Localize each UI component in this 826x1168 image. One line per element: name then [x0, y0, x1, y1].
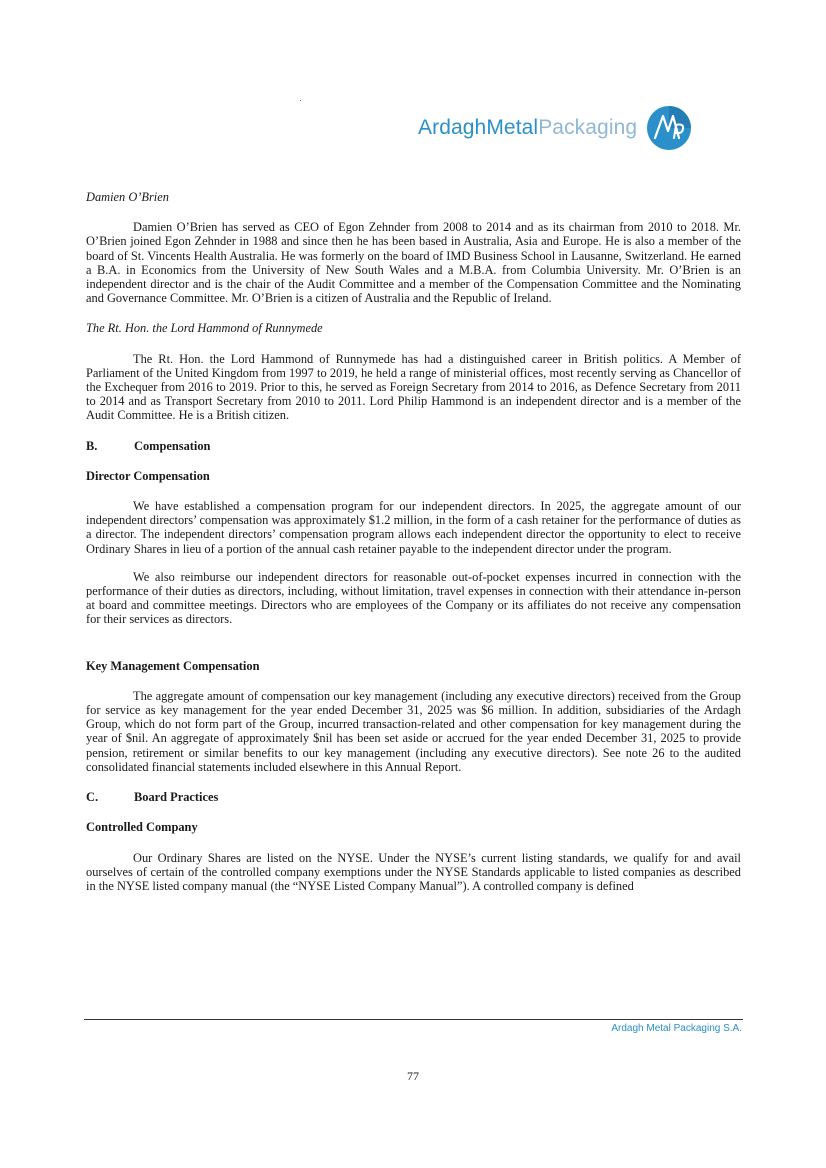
logo-wordmark	[418, 116, 637, 140]
section-c-title: Board Practices	[134, 790, 219, 805]
section-c-letter: C.	[86, 790, 99, 805]
main-content	[86, 190, 741, 893]
hammond-paragraph: The Rt. Hon. the Lord Hammond of Runnymede has had a distinguished career in British politics. A Member of Parliament of the United Kingdom from 1997 to 2019, he held a range of ministerial offices, most recently serving as Chancellor of the Exchequer from 2016 to 2019. Prior to this, he served as Foreign Secretary from 2014 to 2016, as Defence Secretary from 2011 to 2014 and as Transport Secretary from 2010 to 2011. Lord Philip Hammond is an independent director and is a member of the Audit Committee. He is a British citizen.	[86, 351, 741, 423]
logo-word-ardagh: Ardagh	[418, 116, 487, 139]
key-management-paragraph: The aggregate amount of compensation our key management (including any executive directors) received from the Group for service as key management for the year ended December 31, 2025 was $6 million. In addition, subsidiaries of the Ardagh Group, which do not form part of the Group, incurred transaction-related and other compensation for key management during the year of $nil. An aggregate of approximately $nil has been set aside or accrued for the year ended December 31, 2025 to provide pension, retirement or similar benefits to our key management (including any executive directors). See note 26 to the audited consolidated financial statements included elsewhere in this Annual Report.	[86, 688, 741, 774]
controlled-company-heading: Controlled Company	[86, 820, 198, 835]
director-compensation-paragraph-2: We also reimburse our independent directors for reasonable out-of-pocket expenses incurred in connection with the performance of their duties as directors, including, without limitation, travel expenses in connection with their attendance in-person at board and committee meetings. Directors who are employees of the Company or its affiliates do not receive any compensation for their services as directors.	[86, 569, 741, 627]
company-logo	[418, 104, 692, 152]
stray-mark	[300, 100, 301, 101]
amp-logo-icon	[646, 105, 692, 151]
section-c-heading	[86, 790, 741, 804]
footer-company-name: Ardagh Metal Packaging S.A.	[611, 1023, 742, 1034]
footer-divider	[84, 1019, 743, 1020]
hammond-heading: The Rt. Hon. the Lord Hammond of Runnymede	[86, 321, 323, 336]
obrien-paragraph: Damien O’Brien has served as CEO of Egon Zehnder from 2008 to 2014 and as its chairman from 2010 to 2018. Mr. O’Brien joined Egon Zehnder in 1988 and since then he has been based in Australia, Asia and Europe. He is also a member of the board of St. Vincents Health Australia. He was formerly on the board of IMD Business School in Lausanne, Switzerland. He earned a B.A. in Economics from the University of New South Wales and a M.B.A. from Columbia University. Mr. O’Brien is an independent director and is the chair of the Audit Committee and a member of the Compensation Committee and the Nominating and Governance Committee. Mr. O’Brien is a citizen of Australia and the Republic of Ireland.	[86, 220, 741, 306]
section-b-title: Compensation	[134, 438, 211, 453]
page-number: 77	[407, 1069, 419, 1083]
logo-word-metal: Metal	[486, 116, 539, 139]
section-b-heading	[86, 439, 741, 453]
key-management-heading: Key Management Compensation	[86, 658, 260, 673]
director-compensation-heading: Director Compensation	[86, 468, 210, 483]
controlled-company-paragraph: Our Ordinary Shares are listed on the NYSE. Under the NYSE’s current listing standards, we qualify for and avail ourselves of certain of the controlled company exemptions under the NYSE Standards applicable to listed companies as described in the NYSE listed company manual (the “NYSE Listed Company Manual”). A controlled company is defined	[86, 850, 741, 893]
obrien-heading: Damien O’Brien	[86, 190, 169, 204]
section-b-letter: B.	[86, 438, 98, 453]
director-compensation-paragraph-1: We have established a compensation program for our independent directors. In 2025, the aggregate amount of our independent directors’ compensation was approximately $1.2 million, in the form of a cash retainer for the performance of duties as a director. The independent directors’ compensation program allows each independent director the opportunity to elect to receive Ordinary Shares in lieu of a portion of the annual cash retainer payable to the independent director under the program.	[86, 499, 741, 556]
logo-word-packaging: Packaging	[538, 116, 638, 139]
